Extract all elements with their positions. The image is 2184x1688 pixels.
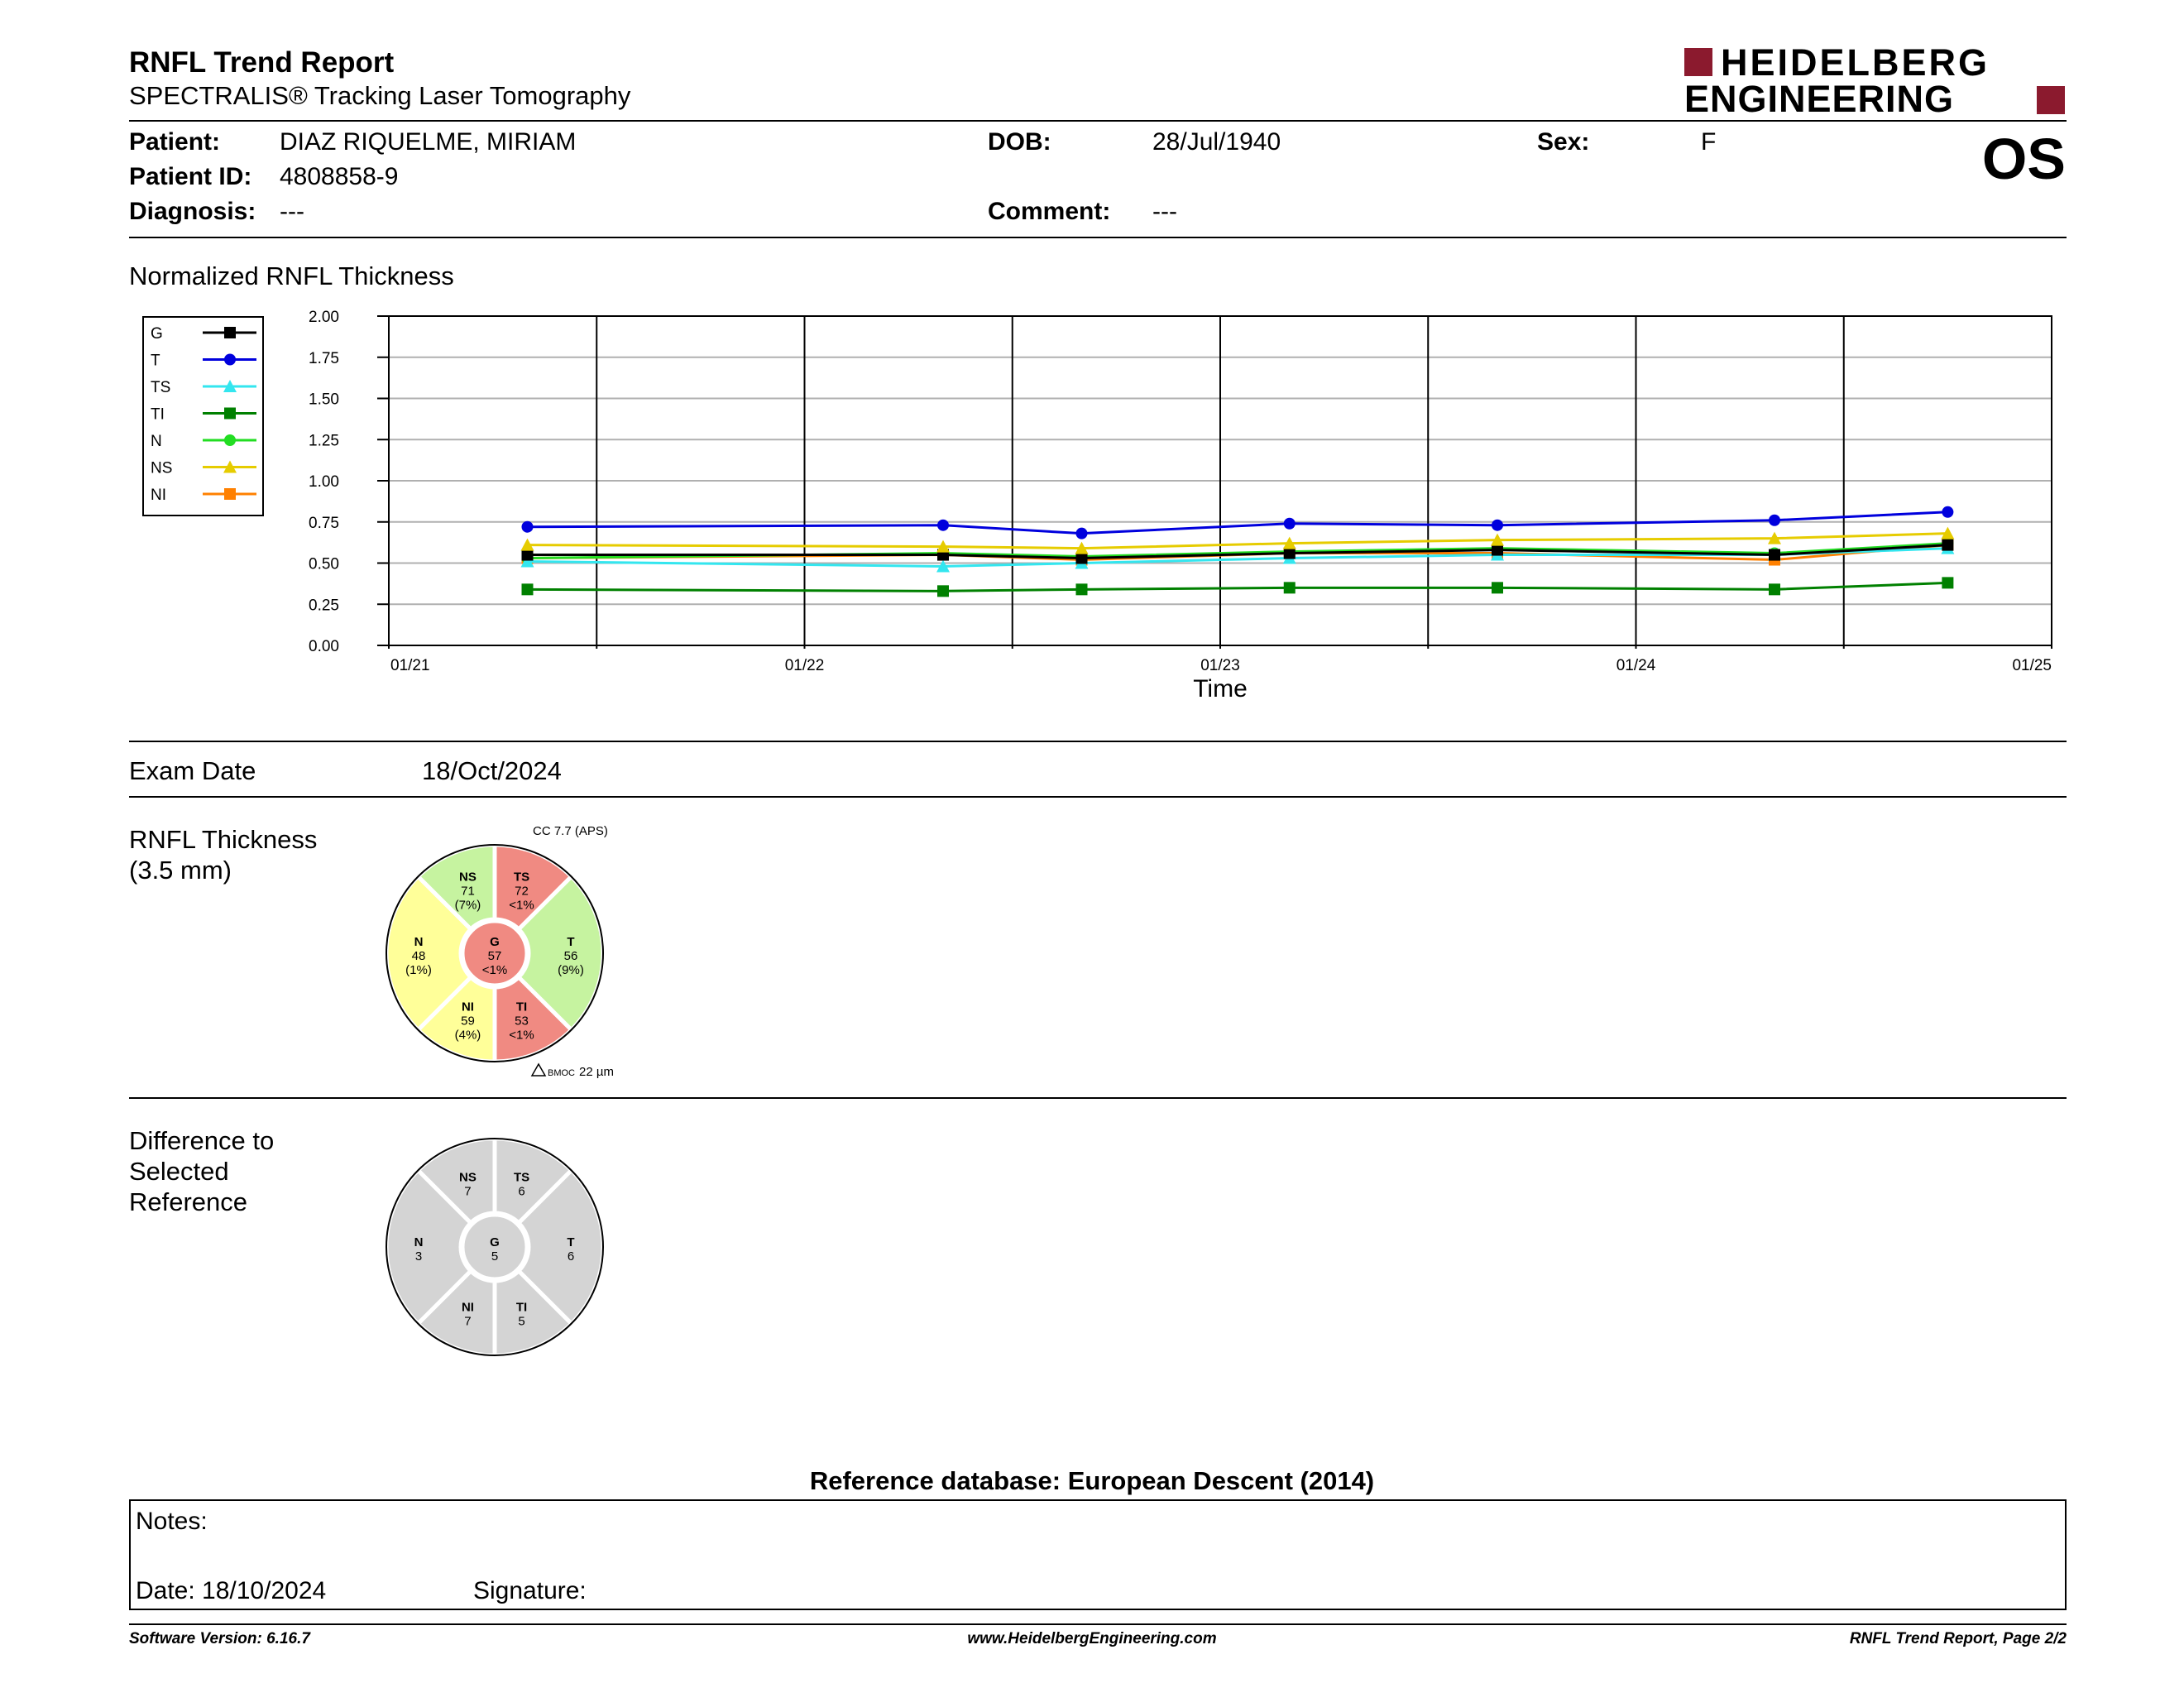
- bmoc-indicator: [532, 1064, 614, 1079]
- report-subtitle: SPECTRALIS® Tracking Laser Tomography: [129, 81, 631, 110]
- eye-label: OS: [1981, 127, 2066, 191]
- series-line-ti: [528, 583, 1948, 591]
- y-tick-label: 1.00: [309, 473, 339, 491]
- difference-title-2: Selected: [129, 1157, 229, 1186]
- series-ns: [521, 527, 1955, 554]
- bmoc-value: 22 µm: [579, 1065, 614, 1079]
- comment-label: Comment:: [988, 198, 1111, 225]
- thickness-title: RNFL Thickness: [129, 825, 318, 854]
- software-version: Software Version: 6.16.7: [129, 1630, 310, 1647]
- legend-label: N: [151, 433, 162, 450]
- sector-value: 7: [464, 1314, 472, 1329]
- data-point-t: [1076, 528, 1088, 539]
- logo-text-engineering: ENGINEERING: [1684, 78, 1955, 120]
- legend-swatch-marker: [224, 354, 236, 366]
- data-point-g: [1284, 548, 1296, 559]
- y-tick-label: 2.00: [309, 309, 339, 326]
- footer-url: www.HeidelbergEngineering.com: [967, 1630, 1217, 1647]
- data-point-g: [1076, 553, 1088, 564]
- chart-legend: [143, 317, 263, 516]
- sector-name: T: [567, 935, 575, 949]
- sector-name: TS: [513, 870, 530, 885]
- data-point-t: [937, 520, 949, 531]
- x-tick-label: 01/24: [1616, 657, 1656, 674]
- sector-value: 7: [464, 1184, 472, 1199]
- exam-divider: [129, 796, 2067, 798]
- sector-value: 72: [515, 884, 529, 899]
- sector-value: 56: [563, 949, 578, 963]
- patient-id: 4808858-9: [280, 163, 399, 190]
- sector-value: 3: [414, 1249, 423, 1264]
- footer-page: RNFL Trend Report, Page 2/2: [1849, 1630, 2067, 1647]
- x-tick-label: 01/21: [390, 657, 430, 674]
- data-point-t: [522, 521, 534, 533]
- sector-percent: (4%): [454, 1028, 481, 1043]
- legend-swatch-marker: [224, 408, 236, 420]
- legend-label: NI: [151, 487, 166, 504]
- sector-percent: <1%: [509, 1028, 534, 1043]
- y-tick-label: 1.75: [309, 349, 339, 367]
- sector-label-t: [567, 1235, 574, 1264]
- trend-divider: [129, 741, 2067, 742]
- y-tick-label: 0.50: [309, 555, 339, 573]
- patient-name: DIAZ RIQUELME, MIRIAM: [280, 128, 577, 156]
- patient-id-label: Patient ID:: [129, 163, 252, 190]
- data-point-t: [1284, 518, 1296, 530]
- thickness-subtitle: (3.5 mm): [129, 856, 232, 885]
- data-point-ti: [1492, 582, 1503, 593]
- rnfl-thickness-circle: [356, 815, 654, 1080]
- data-point-t: [1492, 520, 1503, 531]
- y-tick-label: 1.25: [309, 432, 339, 450]
- legend-swatch-marker: [224, 488, 236, 500]
- delta-icon: [532, 1064, 545, 1076]
- sector-name: G: [490, 935, 500, 949]
- trend-chart: [0, 0, 2184, 728]
- patient-name-label: Patient:: [129, 128, 221, 156]
- exam-date-label: Exam Date: [129, 756, 256, 785]
- report-title: RNFL Trend Report: [129, 46, 395, 79]
- data-point-ti: [1942, 577, 1953, 588]
- data-point-g: [1769, 549, 1780, 561]
- sector-name: TI: [515, 1300, 528, 1315]
- sector-value: 71: [461, 884, 475, 899]
- legend-swatch-marker: [224, 327, 236, 338]
- notes-label: Notes:: [136, 1508, 208, 1535]
- data-point-ti: [1284, 582, 1296, 593]
- sector-value: 5: [518, 1314, 525, 1329]
- sector-name: N: [414, 1235, 424, 1249]
- data-point-g: [1942, 539, 1953, 551]
- sector-name: TS: [513, 1170, 530, 1185]
- x-tick-label: 01/25: [2012, 657, 2052, 674]
- logo-text-heidelberg: HEIDELBERG: [1721, 41, 1990, 84]
- sector-value: 5: [491, 1249, 499, 1264]
- sex-value: F: [1701, 128, 1717, 156]
- sector-name: G: [490, 1235, 500, 1249]
- data-point-ti: [1769, 583, 1780, 595]
- sector-value: 48: [411, 949, 426, 963]
- series-line-ns: [528, 534, 1948, 549]
- notes-date: Date: 18/10/2024: [136, 1577, 327, 1604]
- y-tick-label: 0.25: [309, 597, 339, 615]
- diagnosis-value: ---: [280, 198, 304, 225]
- notes-box: [129, 1499, 2067, 1610]
- data-point-ti: [1076, 583, 1088, 595]
- sector-label-g: [490, 1235, 500, 1264]
- sector-name: TI: [515, 1000, 528, 1014]
- sector-value: 57: [487, 949, 502, 963]
- difference-circle: [356, 1109, 654, 1374]
- sector-label-n: [414, 1235, 424, 1264]
- sector-name: NI: [461, 1000, 474, 1014]
- thickness-divider: [129, 1097, 2067, 1099]
- legend-label: G: [151, 325, 163, 343]
- y-tick-label: 0.75: [309, 514, 339, 532]
- legend-label: TI: [151, 405, 165, 424]
- sector-name: NI: [461, 1300, 474, 1315]
- footer-divider: [129, 1623, 2067, 1625]
- legend-label: TS: [151, 379, 171, 396]
- sector-name: NS: [459, 1170, 477, 1185]
- x-tick-label: 01/22: [784, 657, 825, 674]
- dob-value: 28/Jul/1940: [1152, 128, 1281, 156]
- comment-value: ---: [1152, 198, 1177, 225]
- data-point-ti: [937, 585, 949, 597]
- dob-label: DOB:: [988, 128, 1051, 156]
- reference-database: Reference database: European Descent (2014): [809, 1466, 1375, 1495]
- sex-label: Sex:: [1537, 128, 1590, 156]
- data-point-t: [1942, 506, 1953, 518]
- y-tick-label: 0.00: [309, 638, 339, 655]
- sector-value: 6: [518, 1184, 525, 1199]
- sector-percent: <1%: [509, 898, 534, 913]
- sector-percent: (9%): [558, 963, 584, 977]
- legend-label: NS: [151, 459, 173, 477]
- sector-value: 6: [567, 1249, 575, 1264]
- data-point-ti: [522, 583, 534, 595]
- sector-percent: <1%: [481, 963, 508, 977]
- sector-value: 59: [461, 1014, 475, 1029]
- sector-name: NS: [459, 870, 477, 885]
- sector-name: T: [567, 1235, 575, 1249]
- legend-label: T: [151, 352, 160, 370]
- sector-value: 53: [515, 1014, 529, 1029]
- y-tick-label: 1.50: [309, 391, 339, 409]
- data-point-g: [522, 549, 534, 561]
- data-point-t: [1769, 515, 1780, 526]
- signature-label: Signature:: [473, 1577, 587, 1604]
- cc-label: CC 7.7 (APS): [533, 824, 608, 838]
- x-axis-label: Time: [1193, 675, 1248, 703]
- trend-section-title: Normalized RNFL Thickness: [129, 261, 454, 290]
- difference-title-3: Reference: [129, 1187, 248, 1216]
- sector-percent: (7%): [454, 898, 481, 913]
- legend-swatch-marker: [224, 434, 236, 446]
- exam-date-value: 18/Oct/2024: [422, 756, 562, 785]
- x-tick-label: 01/23: [1200, 657, 1240, 674]
- data-point-g: [1492, 544, 1503, 556]
- sector-percent: (1%): [405, 963, 432, 977]
- bmoc-label: BMOC: [548, 1068, 575, 1078]
- diagnosis-label: Diagnosis:: [129, 198, 256, 225]
- difference-title-1: Difference to: [129, 1126, 275, 1155]
- sector-name: N: [414, 935, 424, 949]
- series-ti: [522, 577, 1954, 597]
